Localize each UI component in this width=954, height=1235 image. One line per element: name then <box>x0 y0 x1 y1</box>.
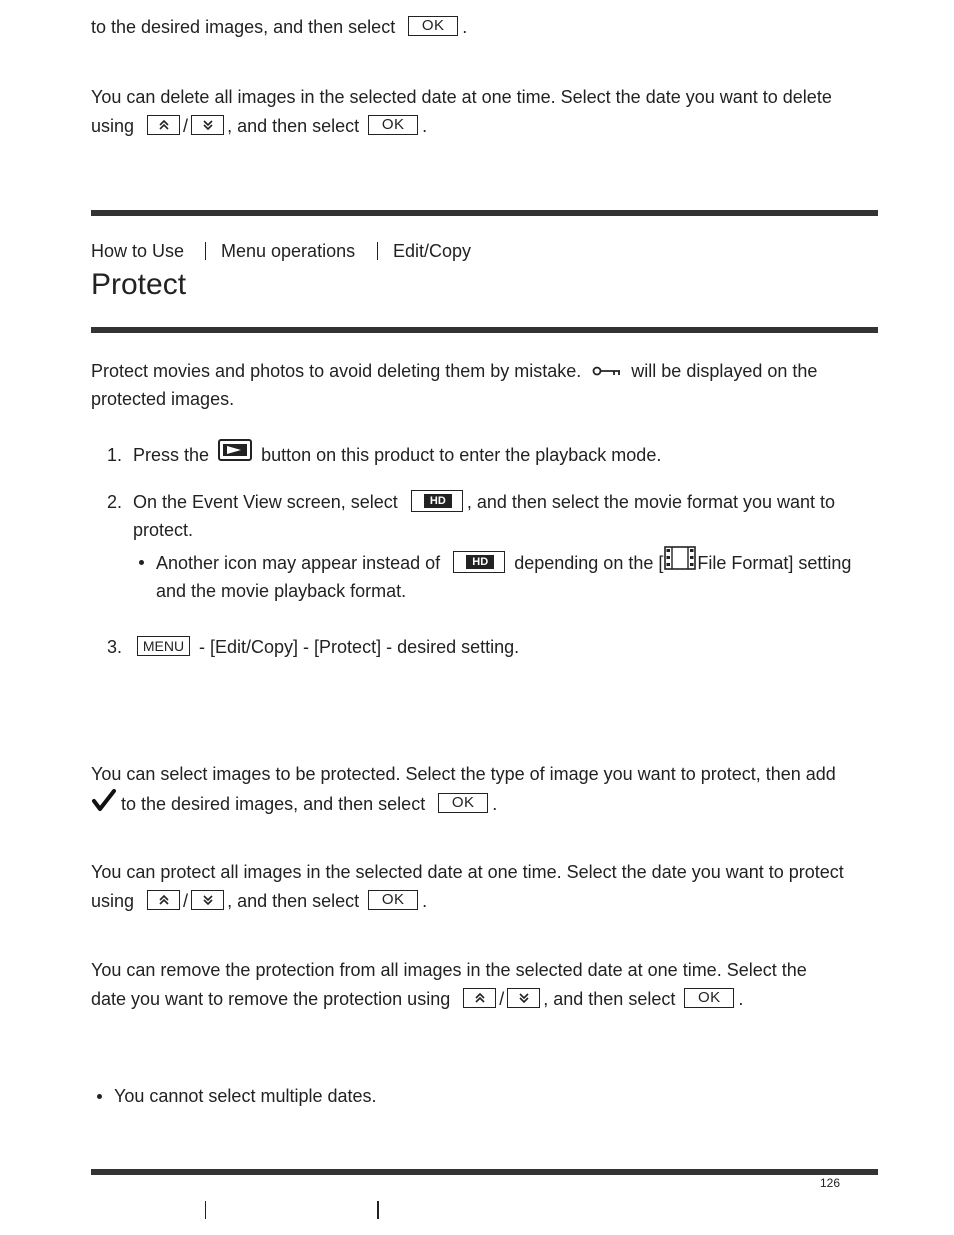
page-title: Protect <box>91 268 187 301</box>
key-icon <box>592 357 622 385</box>
note-multiple-dates: You cannot select multiple dates. <box>114 1086 377 1106</box>
breadcrumb-separator <box>205 1201 206 1219</box>
step-3-text: MENU - [Edit/Copy] - [Protect] - desired setting. <box>133 633 519 661</box>
step-2-number: 2. <box>107 492 123 512</box>
breadcrumb-menu-operations[interactable]: Menu operations <box>221 241 356 261</box>
bullet-dot <box>97 1094 102 1099</box>
film-format-icon <box>663 546 697 578</box>
down-arrow-icon <box>191 115 224 135</box>
ok-button-icon: OK <box>368 890 418 910</box>
checkmark-icon <box>91 788 117 820</box>
ok-button-icon: OK <box>684 988 734 1008</box>
section-rule-top <box>91 210 878 216</box>
breadcrumb-edit-copy[interactable]: Edit/Copy <box>393 241 472 261</box>
select-images-line2: to the desired images, and then select OK . <box>91 789 497 821</box>
section-rule-bottom <box>91 327 878 333</box>
intro-line1: Protect movies and photos to avoid deleting them by mistake. will be displayed on the <box>91 357 817 386</box>
delete-all-paragraph-line1: You can delete all images in the selected date at one time. Select the date you want to delete <box>91 87 832 107</box>
step-2-note-line2: and the movie playback format. <box>156 581 407 601</box>
protect-all-line1: You can protect all images in the selected date at one time. Select the date you want to protect <box>91 862 844 882</box>
breadcrumb-how-to-use[interactable]: How to Use <box>91 241 185 261</box>
bullet-dot <box>139 560 144 565</box>
ok-button-icon: OK <box>438 793 488 813</box>
page-number: 126 <box>820 1176 841 1190</box>
breadcrumb-separator <box>205 242 206 260</box>
up-arrow-icon <box>147 115 180 135</box>
up-arrow-icon <box>147 890 180 910</box>
menu-button-icon: MENU <box>137 636 190 656</box>
step-2-text: On the Event View screen, select HD , and then select the movie format you want to <box>133 492 836 512</box>
step-1-number: 1. <box>107 445 123 465</box>
step-2-note: Another icon may appear instead of HD depending on the [ File Format] setting <box>156 548 851 580</box>
ok-button-icon: OK <box>368 115 418 135</box>
remove-protection-line2: date you want to remove the protection using / , and then select OK . <box>91 989 744 1009</box>
continuation-line: to the desired images, and then select OK . <box>91 17 468 37</box>
intro-line2: protected images. <box>91 389 235 409</box>
footer-rule <box>91 1169 878 1175</box>
down-arrow-icon <box>507 988 540 1008</box>
hd-movie-icon: HD <box>411 490 463 512</box>
delete-all-paragraph-line2: using / , and then select OK . <box>91 116 428 136</box>
protect-all-line2: using / , and then select OK . <box>91 891 428 911</box>
step-2-text-line2: protect. <box>133 520 194 540</box>
remove-protection-line1: You can remove the protection from all images in the selected date at one time. Select the <box>91 960 807 980</box>
select-images-line1: You can select images to be protected. Select the type of image you want to protect, then add <box>91 764 836 784</box>
breadcrumb-separator <box>377 1201 379 1219</box>
playback-button-icon <box>218 439 252 469</box>
up-arrow-icon <box>463 988 496 1008</box>
step-1-text: Press the button on this product to enter the playback mode. <box>133 441 661 471</box>
ok-button-icon: OK <box>408 16 458 36</box>
hd-movie-icon: HD <box>453 551 505 573</box>
step-3-number: 3. <box>107 637 123 657</box>
breadcrumb-separator <box>377 242 378 260</box>
down-arrow-icon <box>191 890 224 910</box>
